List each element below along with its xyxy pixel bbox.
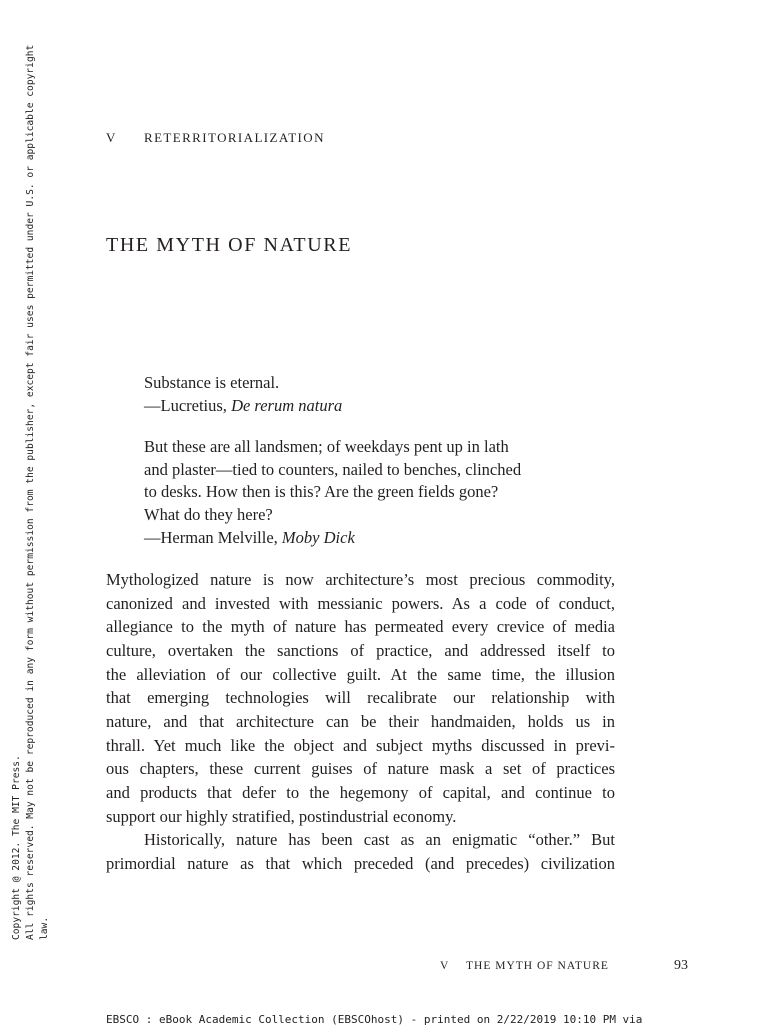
epigraph-lucretius	[144, 372, 584, 417]
body-line: support our highly stratified, postindustrial economy.	[106, 806, 457, 826]
body-line: canonized and invested with messianic powers. As a code of conduct,	[106, 593, 615, 613]
body-line: Historically, nature has been cast as an enigmatic “other.” But	[144, 830, 615, 850]
section-title: RETERRITORIALIZATION	[144, 130, 325, 145]
epigraph-melville	[144, 436, 584, 550]
epigraph-attribution	[144, 395, 584, 418]
footer-title: THE MYTH OF NATURE	[466, 960, 609, 972]
print-notice: EBSCO : eBook Academic Collection (EBSCOhost) - printed on 2/22/2019 10:10 PM via	[106, 1013, 643, 1026]
body-line: and products that defer to the hegemony of capital, and continue to	[106, 782, 615, 802]
epigraph-line: Substance is eternal.	[144, 373, 280, 392]
body-line: Mythologized nature is now architecture’s most precious commodity,	[106, 570, 615, 589]
body-line: primordial nature as that which preceded (and precedes) civilization	[106, 853, 615, 873]
copyright-line-1: Copyright @ 2012. The MIT Press.	[11, 755, 22, 940]
copyright-line-3: law.	[39, 916, 50, 940]
attribution-author: —Herman Melville,	[144, 527, 282, 547]
page-number: 93	[674, 958, 688, 973]
footer-section-number: V	[440, 960, 450, 972]
body-line: thrall. Yet much like the object and subject myths discussed in previ-	[106, 735, 615, 755]
section-number: V	[106, 130, 117, 145]
body-text	[106, 568, 615, 876]
epigraph-line: What do they here?	[144, 505, 273, 525]
body-line: nature, and that architecture can be their handmaiden, holds us in	[106, 711, 615, 731]
attribution-work: De rerum natura	[231, 395, 343, 415]
body-line: ous chapters, these current guises of nature mask a set of practices	[106, 759, 615, 779]
epigraph-line: to desks. How then is this? Are the green fields gone?	[144, 482, 499, 502]
body-line: the alleviation of our collective guilt. At the same time, the illusion	[106, 664, 615, 684]
body-line: that emerging technologies will recalibrate our relationship with	[106, 688, 615, 708]
attribution-author: —Lucretius,	[144, 395, 232, 415]
copyright-line-2: All rights reserved. May not be reproduced in any form without permission from the publisher, except fair uses permitted under U.S. or applicable copyright	[25, 44, 36, 940]
body-line: allegiance to the myth of nature has permeated every crevice of media	[106, 617, 615, 637]
epigraph-line: and plaster—tied to counters, nailed to benches, clinched	[144, 459, 522, 479]
epigraph-attribution	[144, 527, 584, 550]
section-header	[106, 130, 325, 146]
running-footer	[440, 960, 609, 972]
copyright-notice	[10, 44, 52, 940]
epigraph-line: But these are all landsmen; of weekdays pent up in lath	[144, 437, 509, 456]
body-line: culture, overtaken the sanctions of practice, and addressed itself to	[106, 640, 615, 660]
attribution-work: Moby Dick	[281, 527, 355, 547]
chapter-title: THE MYTH OF NATURE	[106, 234, 353, 256]
